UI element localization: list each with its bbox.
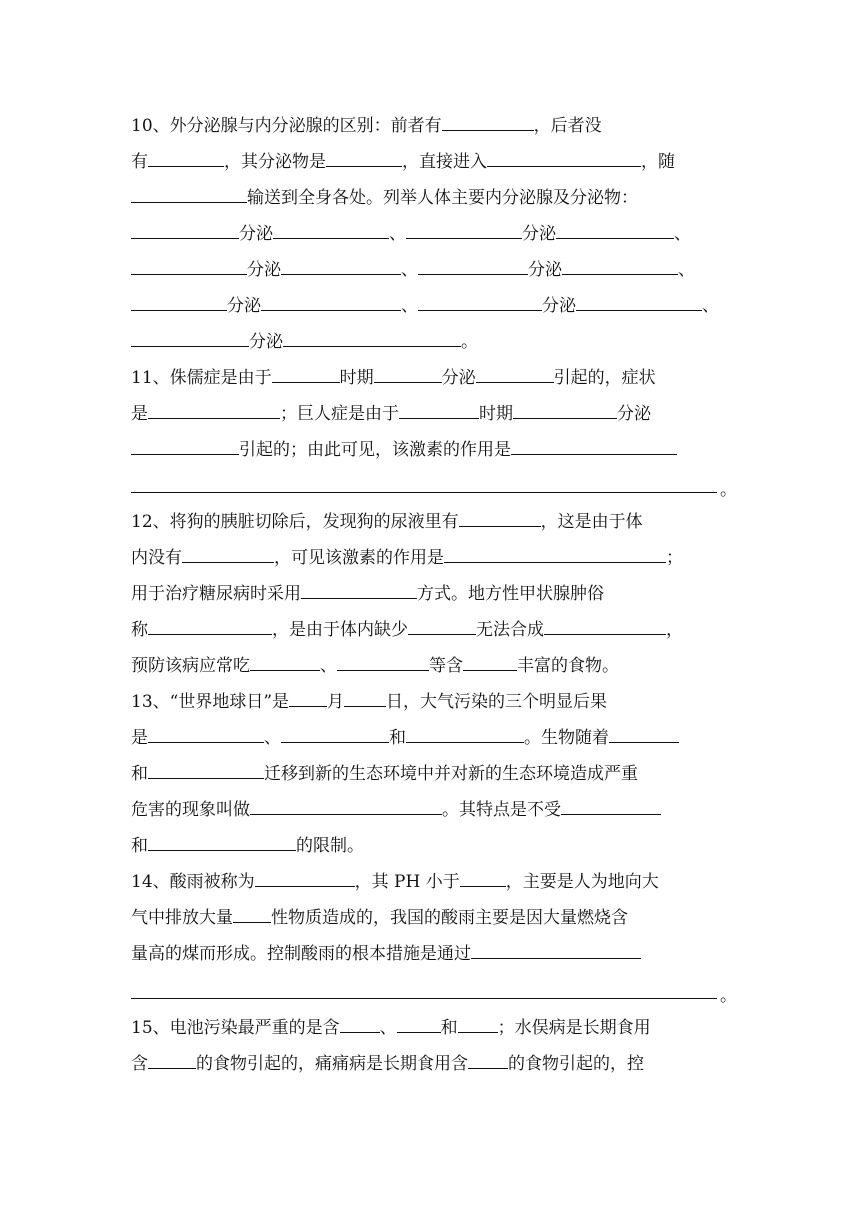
q12-text: 用于治疗糖尿病时采用: [131, 584, 301, 604]
blank[interactable]: [261, 290, 401, 311]
q10-line-1: [131, 110, 602, 146]
q10-text: 、: [401, 296, 418, 316]
q15-text: 15、电池污染最严重的是含: [131, 1018, 340, 1038]
blank[interactable]: [609, 722, 679, 743]
blank[interactable]: [459, 506, 541, 527]
blank[interactable]: [233, 902, 271, 923]
blank[interactable]: [250, 650, 320, 671]
q10-text: ，直接进入: [402, 152, 487, 172]
q12-line-1: [131, 506, 643, 542]
blank[interactable]: [444, 542, 666, 563]
q14-text: 14、酸雨被称为: [131, 872, 255, 892]
q13-line-5: [131, 830, 364, 866]
blank[interactable]: [408, 614, 476, 635]
blank[interactable]: [544, 614, 666, 635]
blank[interactable]: [442, 110, 534, 131]
blank[interactable]: [148, 146, 224, 167]
blank[interactable]: [460, 866, 506, 887]
q12-line-2: [131, 542, 683, 578]
q12-text: 、: [320, 656, 337, 676]
blank[interactable]: [556, 218, 674, 239]
blank[interactable]: [283, 326, 461, 347]
blank[interactable]: [131, 434, 239, 455]
blank[interactable]: [182, 542, 274, 563]
q12-text: ，这是由于体: [540, 512, 643, 532]
q10-text: 。: [461, 332, 478, 352]
q13-text: 危害的现象叫做: [131, 800, 250, 820]
q11-line-1: [131, 362, 656, 398]
q12-text: 12、将狗的胰脏切除后，发现狗的尿液里有: [131, 512, 459, 532]
q10-line-4: [131, 218, 691, 254]
q11-text: 时期: [339, 368, 374, 388]
blank[interactable]: [340, 1012, 380, 1033]
blank[interactable]: [301, 578, 417, 599]
blank[interactable]: [281, 722, 389, 743]
q10-line-2: [131, 146, 675, 182]
blank[interactable]: [374, 362, 442, 383]
q12-text: 称: [131, 620, 148, 640]
q14-line-3: [131, 938, 641, 974]
q10-text: 分泌: [528, 260, 562, 280]
q14-text: 量高的煤而形成。控制酸雨的根本措施是通过: [131, 944, 471, 964]
q15-text: ；水俣病是长期食用: [497, 1018, 651, 1038]
q14-line-1: [131, 866, 659, 902]
q10-text: 分泌: [542, 296, 576, 316]
answer-line[interactable]: [131, 492, 717, 493]
blank[interactable]: [399, 398, 479, 419]
q10-text: 10、外分泌腺与内分泌腺的区别：前者有: [131, 116, 442, 136]
q14-text: 气中排放大量: [131, 908, 233, 928]
blank[interactable]: [148, 1048, 196, 1069]
q13-text: 13、“世界地球日”是: [131, 692, 290, 712]
q10-text: 、: [702, 296, 719, 316]
q12-line-4: [131, 614, 683, 650]
answer-line[interactable]: [131, 998, 717, 999]
blank[interactable]: [344, 686, 386, 707]
blank[interactable]: [281, 254, 401, 275]
blank[interactable]: [273, 218, 389, 239]
q10-text: 输送到全身各处。列举人体主要内分泌腺及分泌物：: [247, 188, 638, 208]
q14-text: 性物质造成的，我国的酸雨主要是因大量燃烧含: [271, 908, 628, 928]
q15-line-2: [131, 1048, 644, 1084]
q10-line-3: [131, 182, 638, 218]
q11-text: 分泌: [617, 404, 651, 424]
q13-text: 和: [389, 728, 406, 748]
blank[interactable]: [562, 254, 678, 275]
blank[interactable]: [148, 722, 264, 743]
q12-text: 预防该病应常吃: [131, 656, 250, 676]
blank[interactable]: [468, 1048, 508, 1069]
blank[interactable]: [148, 398, 280, 419]
q10-line-7: [131, 326, 478, 362]
q13-text: 。其特点是不受: [442, 800, 561, 820]
q12-text: 丰富的食物。: [517, 656, 619, 676]
q10-text: 分泌: [522, 224, 556, 244]
q11-end-mark: 。: [720, 480, 737, 500]
q11-line-2: [131, 398, 651, 434]
blank[interactable]: [476, 362, 554, 383]
q14-line-2: [131, 902, 628, 938]
q13-text: 是: [131, 728, 148, 748]
q11-text: ；巨人症是由于: [280, 404, 399, 424]
blank[interactable]: [250, 794, 442, 815]
blank[interactable]: [131, 326, 249, 347]
q10-text: 有: [131, 152, 148, 172]
q13-text: 日，大气污染的三个明显后果: [386, 692, 608, 712]
blank[interactable]: [326, 146, 402, 167]
q13-line-3: [131, 758, 638, 794]
blank[interactable]: [148, 758, 264, 779]
q11-text: 是: [131, 404, 148, 424]
blank[interactable]: [463, 650, 517, 671]
q12-line-5: [131, 650, 619, 686]
blank[interactable]: [148, 614, 272, 635]
q13-text: 月: [327, 692, 345, 712]
q12-text: 内没有: [131, 548, 182, 568]
blank[interactable]: [511, 434, 677, 455]
blank[interactable]: [148, 830, 296, 851]
q11-text: 时期: [479, 404, 513, 424]
q10-line-6: [131, 290, 719, 326]
q10-text: ，随: [641, 152, 675, 172]
q12-line-3: [131, 578, 604, 614]
q15-text: 的食物引起的，痛痛病是长期食用含: [196, 1054, 468, 1074]
q13-text: 的限制。: [296, 836, 364, 856]
q13-line-1: [131, 686, 607, 722]
q15-text: 、: [379, 1018, 397, 1038]
q13-line-4: [131, 794, 661, 830]
q10-line-5: [131, 254, 695, 290]
blank[interactable]: [576, 290, 702, 311]
q13-line-2: [131, 722, 679, 758]
blank[interactable]: [131, 218, 239, 239]
q10-text: 、: [389, 224, 406, 244]
blank[interactable]: [458, 1012, 498, 1033]
q12-text: 方式。地方性甲状腺肿俗: [417, 584, 604, 604]
q13-text: 。生物随着: [524, 728, 609, 748]
blank[interactable]: [406, 722, 524, 743]
q13-text: 和: [131, 836, 148, 856]
q15-text: 的食物引起的，控: [508, 1054, 644, 1074]
q13-text: 、: [264, 728, 281, 748]
blank[interactable]: [561, 794, 661, 815]
q11-text: 引起的，症状: [553, 368, 656, 388]
q10-text: 分泌: [239, 224, 273, 244]
blank[interactable]: [131, 290, 227, 311]
blank[interactable]: [337, 650, 429, 671]
blank[interactable]: [513, 398, 617, 419]
blank[interactable]: [289, 686, 327, 707]
q11-line-3: [131, 434, 677, 470]
blank[interactable]: [255, 866, 355, 887]
blank[interactable]: [418, 254, 528, 275]
blank[interactable]: [418, 290, 542, 311]
q12-text: 无法合成: [476, 620, 544, 640]
q14-text: ，主要是人为地向大: [505, 872, 659, 892]
q12-text: ；: [666, 548, 683, 568]
q10-text: 、: [674, 224, 691, 244]
q13-text: 和: [131, 764, 148, 784]
q12-text: 等含: [429, 656, 463, 676]
q12-text: ，: [666, 620, 683, 640]
blank[interactable]: [272, 362, 340, 383]
q12-text: ，可见该激素的作用是: [274, 548, 444, 568]
q14-text: ，其 PH 小于: [354, 872, 460, 892]
blank[interactable]: [397, 1012, 441, 1033]
q14-end-mark: 。: [720, 986, 737, 1006]
q10-text: 分泌: [249, 332, 283, 352]
q15-text: 和: [440, 1018, 458, 1038]
q10-text: 、: [678, 260, 695, 280]
blank[interactable]: [131, 182, 247, 203]
q10-text: 分泌: [227, 296, 261, 316]
q11-text: 引起的；由此可见，该激素的作用是: [239, 440, 511, 460]
q12-text: ，是由于体内缺少: [272, 620, 408, 640]
blank[interactable]: [487, 146, 641, 167]
blank[interactable]: [406, 218, 522, 239]
q10-text: ，后者没: [533, 116, 602, 136]
q10-text: 分泌: [247, 260, 281, 280]
q15-line-1: [131, 1012, 651, 1048]
q13-text: 迁移到新的生态环境中并对新的生态环境造成严重: [264, 764, 638, 784]
blank[interactable]: [471, 938, 641, 959]
q10-text: 、: [401, 260, 418, 280]
q11-text: 分泌: [441, 368, 476, 388]
q11-text: 11、侏儒症是由于: [131, 368, 272, 388]
q15-text: 含: [131, 1054, 148, 1074]
blank[interactable]: [131, 254, 247, 275]
q10-text: ，其分泌物是: [224, 152, 326, 172]
